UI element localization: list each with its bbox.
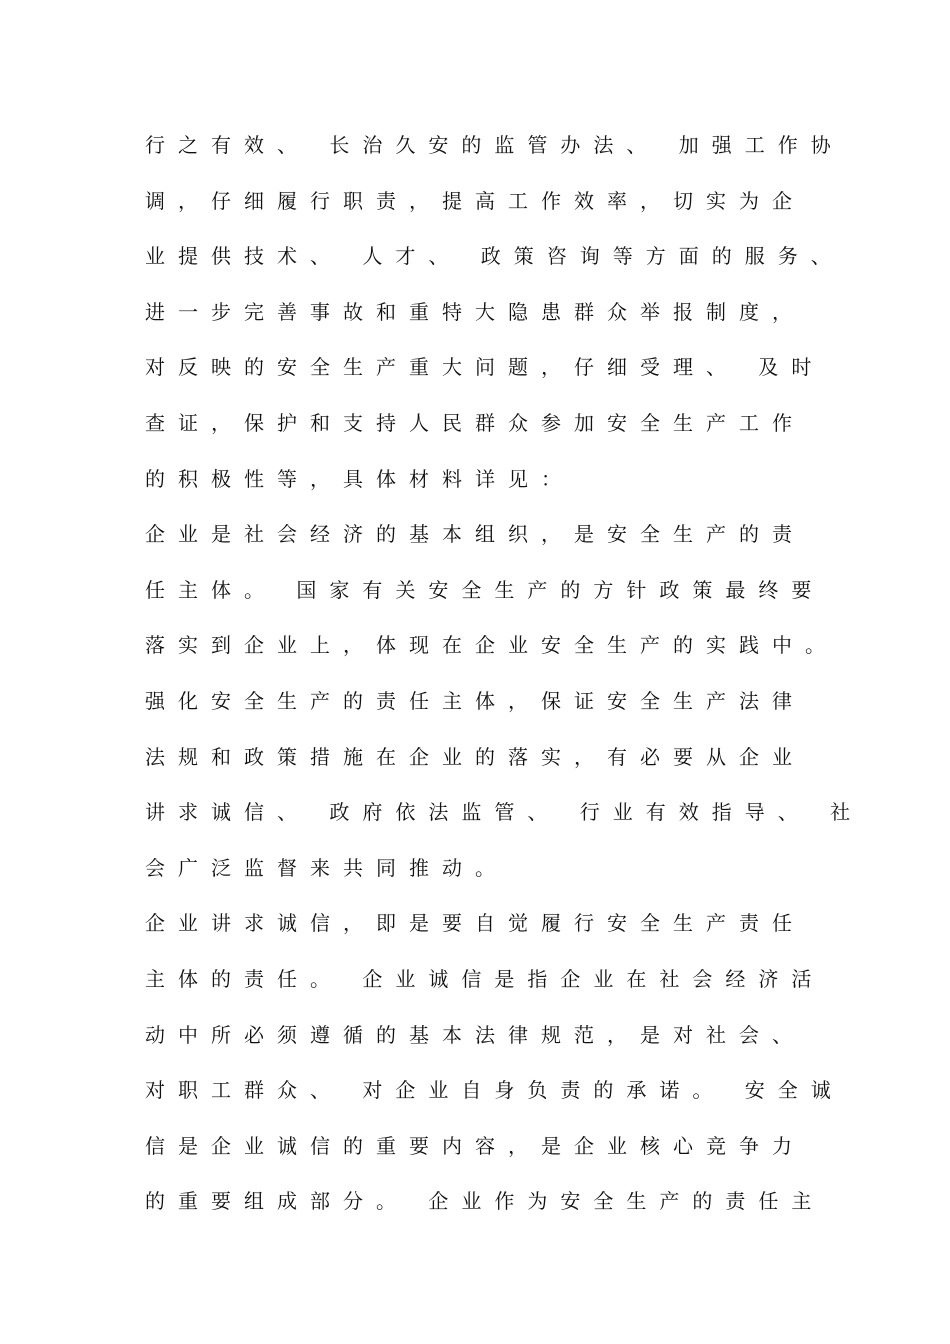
text-line-11: 强化安全生产的责任主体，保证安全生产法律 — [145, 688, 805, 713]
text-line-1: 行之有效、 长治久安的监管办法、 加强工作协 — [145, 133, 844, 157]
body-text — [145, 118, 864, 1230]
text-line-15: 企业讲求诚信，即是要自觉履行安全生产责任 — [145, 911, 805, 936]
text-line-20: 的重要组成部分。 企业作为安全生产的责任主 — [145, 1189, 825, 1214]
text-line-14: 会广泛监督来共同推动。 — [145, 855, 508, 880]
text-line-7: 的积极性等，具体材料详见： — [145, 466, 574, 491]
text-line-8: 企业是社会经济的基本组织，是安全生产的责 — [145, 522, 805, 547]
text-line-18: 对职工群众、 对企业自身负责的承诺。 安全诚 — [145, 1078, 844, 1103]
text-line-10: 落实到企业上，体现在企业安全生产的实践中。 — [145, 633, 838, 658]
text-line-5: 对反映的安全生产重大问题，仔细受理、 及时 — [145, 355, 825, 380]
text-line-4: 进一步完善事故和重特大隐患群众举报制度， — [145, 299, 805, 324]
text-line-2: 调，仔细履行职责，提高工作效率，切实为企 — [145, 188, 805, 213]
text-line-17: 动中所必须遵循的基本法律规范，是对社会、 — [145, 1022, 805, 1047]
text-line-9: 任主体。 国家有关安全生产的方针政策最终要 — [145, 577, 825, 602]
text-line-16: 主体的责任。 企业诚信是指企业在社会经济活 — [145, 966, 825, 991]
text-line-6: 查证，保护和支持人民群众参加安全生产工作 — [145, 410, 805, 435]
text-line-13: 讲求诚信、 政府依法监管、 行业有效指导、 社 — [145, 800, 864, 825]
text-line-3: 业提供技术、 人才、 政策咨询等方面的服务、 — [145, 244, 844, 269]
text-line-12: 法规和政策措施在企业的落实，有必要从企业 — [145, 744, 805, 769]
text-line-19: 信是企业诚信的重要内容，是企业核心竞争力 — [145, 1133, 805, 1158]
